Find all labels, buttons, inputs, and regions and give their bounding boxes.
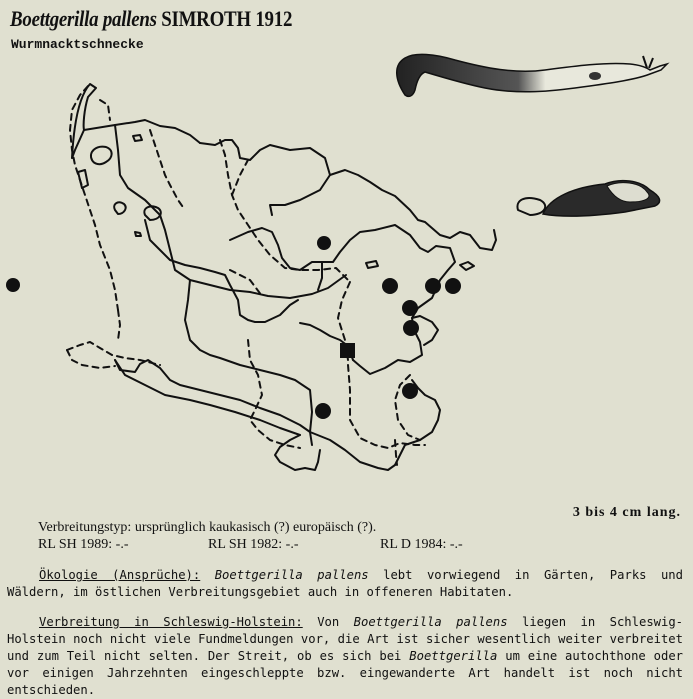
oekologie-text: lebt vorwiegend in Gärten, Parks und Wäldern, im östlichen Verbreitungsgebiet auch in offeneren Habitaten. bbox=[7, 568, 683, 599]
record-dot bbox=[402, 383, 418, 399]
record-dot bbox=[6, 278, 20, 292]
size-note: 3 bis 4 cm lang. bbox=[572, 505, 681, 520]
genus-ref: Boettgerilla bbox=[409, 649, 498, 663]
oekologie-heading: Ökologie (Ansprüche): bbox=[39, 568, 201, 582]
species-ref: Boettgerilla pallens bbox=[353, 615, 508, 629]
rl-sh-1989: RL SH 1989: -.- bbox=[38, 537, 129, 552]
record-dot bbox=[315, 403, 331, 419]
record-dot bbox=[403, 320, 419, 336]
species-name: Boettgerilla pallens bbox=[10, 6, 157, 31]
verbreitung-text-1: Von bbox=[302, 615, 354, 629]
record-square bbox=[340, 343, 355, 358]
record-dot bbox=[425, 278, 441, 294]
slug-illustration-contracted bbox=[535, 172, 670, 222]
record-dot bbox=[445, 278, 461, 294]
rl-d-1984: RL D 1984: -.- bbox=[380, 537, 463, 552]
record-dot bbox=[382, 278, 398, 294]
verbreitungstyp: Verbreitungstyp: ursprünglich kaukasisch (?) europäisch (?). bbox=[38, 520, 377, 535]
rl-sh-1982: RL SH 1982: -.- bbox=[208, 537, 299, 552]
verbreitung-text-3: um eine autochthone oder vor einigen Jahrzehnten eingeschleppte bzw. eingewanderte Art handelt ist noch nicht entschieden. bbox=[7, 649, 684, 697]
slug-illustration-extended bbox=[385, 40, 675, 100]
verbreitung-paragraph bbox=[7, 614, 683, 699]
red-list-row bbox=[38, 536, 463, 553]
common-name: Wurmnacktschnecke bbox=[11, 37, 144, 52]
species-author: SIMROTH 1912 bbox=[161, 6, 293, 31]
distribution-map bbox=[0, 60, 693, 480]
verbreitung-heading: Verbreitung in Schleswig-Holstein: bbox=[39, 615, 303, 629]
species-ref: Boettgerilla pallens bbox=[214, 568, 369, 582]
oekologie-paragraph bbox=[7, 567, 683, 601]
verbreitung-text-2: liegen in Schleswig-Holstein noch nicht viele Fundmeldungen vor, die Art ist sicher wesentlich weiter verbreitet und zum Teil nicht selten. Der Streit, ob es sich bei bbox=[7, 615, 684, 663]
record-dot bbox=[317, 236, 331, 250]
map-records bbox=[6, 236, 461, 419]
species-title bbox=[10, 6, 292, 32]
map-district-boundaries bbox=[67, 86, 425, 465]
metadata-block bbox=[38, 519, 463, 553]
record-dot bbox=[402, 300, 418, 316]
